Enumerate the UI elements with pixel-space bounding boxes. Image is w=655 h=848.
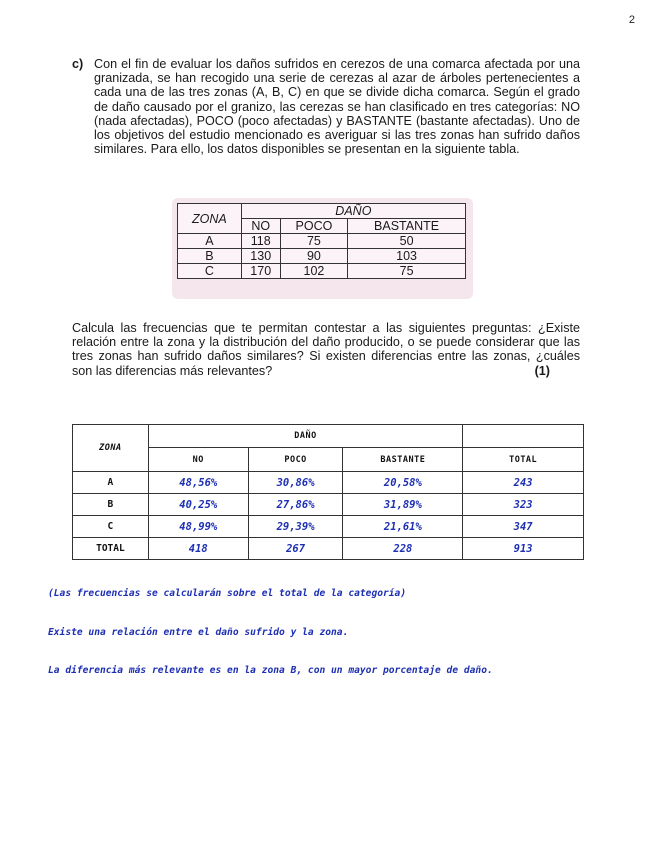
table-cell: 102 <box>280 264 347 279</box>
table-cell: 27,86% <box>248 494 343 516</box>
row-label: C <box>178 264 242 279</box>
table-row <box>178 249 466 264</box>
table-cell: 75 <box>280 234 347 249</box>
answer-column-header: POCO <box>248 448 343 472</box>
row-label: C <box>73 516 149 538</box>
table-cell: 347 <box>463 516 584 538</box>
table-cell: 48,56% <box>148 472 248 494</box>
table-row <box>73 538 584 560</box>
handwritten-note: Existe una relación entre el daño sufrido y la zona. <box>48 627 349 638</box>
table-cell: 40,25% <box>148 494 248 516</box>
table-cell: 913 <box>463 538 584 560</box>
table-cell: 130 <box>241 249 280 264</box>
data-table-highlight <box>172 198 473 299</box>
answer-column-header: BASTANTE <box>343 448 463 472</box>
table-row <box>73 516 584 538</box>
column-header: NO <box>241 219 280 234</box>
row-label: A <box>178 234 242 249</box>
answer-column-header: TOTAL <box>463 448 584 472</box>
data-table <box>177 203 466 279</box>
table-cell: 90 <box>280 249 347 264</box>
handwritten-note: (Las frecuencias se calcularán sobre el total de la categoría) <box>48 588 407 599</box>
table-row <box>178 234 466 249</box>
handwritten-note: La diferencia más relevante es en la zona B, con un mayor porcentaje de daño. <box>48 665 493 676</box>
table-cell: 418 <box>148 538 248 560</box>
table-cell: 228 <box>343 538 463 560</box>
table-cell: 29,39% <box>248 516 343 538</box>
table-cell: 170 <box>241 264 280 279</box>
empty-cell <box>463 425 584 448</box>
calc-prompt-text: Calcula las frecuencias que te permitan contestar a las siguientes preguntas: ¿Existe relación entre la zona y la distribución del daño producido, o se puede considerar que las tres zonas han sufrido daños similares? Si existen diferencias entre las zonas, ¿cuáles son las diferencias más relevantes? <box>72 321 580 378</box>
table-cell: 103 <box>348 249 466 264</box>
table-cell: 48,99% <box>148 516 248 538</box>
dano-header: DAÑO <box>241 204 465 219</box>
answer-dano-header: DAÑO <box>148 425 462 448</box>
table-row <box>178 264 466 279</box>
column-header: BASTANTE <box>348 219 466 234</box>
table-row <box>73 494 584 516</box>
table-cell: 31,89% <box>343 494 463 516</box>
column-header: POCO <box>280 219 347 234</box>
table-cell: 267 <box>248 538 343 560</box>
score-mark: (1) <box>534 363 550 378</box>
zona-header: ZONA <box>178 204 242 234</box>
table-cell: 75 <box>348 264 466 279</box>
table-cell: 21,61% <box>343 516 463 538</box>
calc-prompt <box>72 321 580 378</box>
table-cell: 50 <box>348 234 466 249</box>
table-cell: 118 <box>241 234 280 249</box>
question-block <box>72 57 580 156</box>
answer-table <box>72 424 584 560</box>
answer-column-header: NO <box>148 448 248 472</box>
row-label: B <box>178 249 242 264</box>
row-label: A <box>73 472 149 494</box>
page-number: 2 <box>628 14 635 26</box>
answer-zona-header: ZONA <box>73 425 149 472</box>
row-label: B <box>73 494 149 516</box>
question-label: c) <box>72 57 84 71</box>
table-cell: 20,58% <box>343 472 463 494</box>
table-cell: 323 <box>463 494 584 516</box>
table-cell: 243 <box>463 472 584 494</box>
question-text: Con el fin de evaluar los daños sufridos en cerezos de una comarca afectada por una granizada, se han recogido una serie de cerezas al azar de árboles pertenecientes a cada una de las tres zonas (A, B, C) en que se divide dicha comarca. Según el grado de daño causado por el granizo, las cerezas se han clasificado en tres categorías: NO (nada afectadas), POCO (poco afectadas) y BASTANTE (bastante afectadas). Uno de los objetivos del estudio mencionado es averiguar si las tres zonas han sufrido daños similares. Para ello, los datos disponibles se presentan en la siguiente tabla. <box>94 57 580 157</box>
table-cell: 30,86% <box>248 472 343 494</box>
table-row <box>73 472 584 494</box>
row-label: TOTAL <box>73 538 149 560</box>
